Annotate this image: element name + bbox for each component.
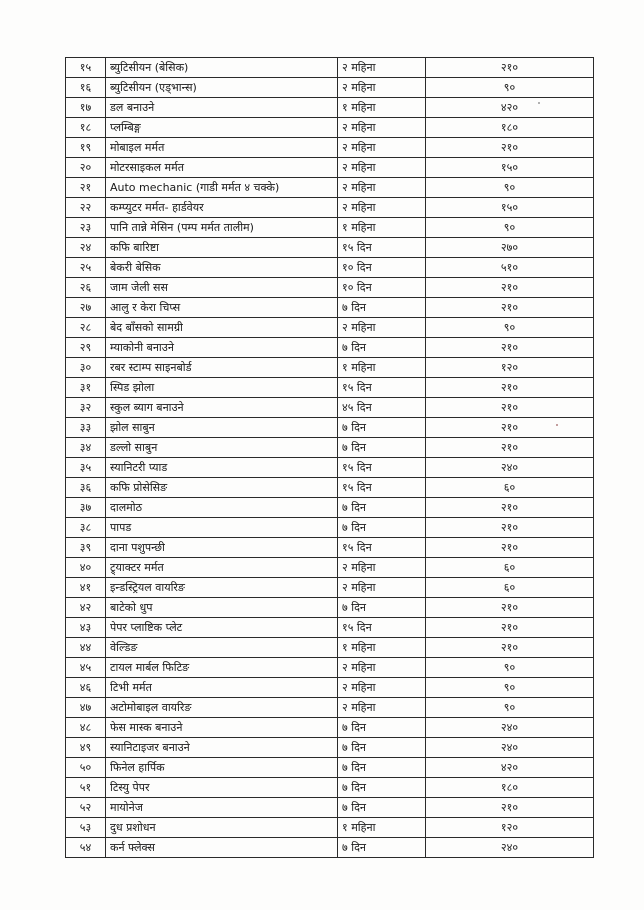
- table-row: [66, 198, 594, 218]
- duration-cell: ७ दिन: [338, 598, 426, 618]
- serial-number-cell: १६: [66, 78, 106, 98]
- course-name-cell: बेद बाँसको सामग्री: [106, 318, 338, 338]
- serial-number-cell: १५: [66, 58, 106, 78]
- table-row: [66, 818, 594, 838]
- duration-cell: २ महिना: [338, 158, 426, 178]
- course-name-cell: पानि तान्ने मेसिन (पम्प मर्मत तालीम): [106, 218, 338, 238]
- serial-number-cell: २१: [66, 178, 106, 198]
- participant-count-cell: २१०: [426, 518, 594, 538]
- serial-number-cell: २३: [66, 218, 106, 238]
- duration-cell: ७ दिन: [338, 498, 426, 518]
- table-row: [66, 178, 594, 198]
- serial-number-cell: ३१: [66, 378, 106, 398]
- participant-count-cell: १२०: [426, 818, 594, 838]
- course-name-cell: प्लम्बिङ्ग: [106, 118, 338, 138]
- course-name-cell: टिभी मर्मत: [106, 678, 338, 698]
- course-name-cell: डल बनाउने: [106, 98, 338, 118]
- serial-number-cell: ३०: [66, 358, 106, 378]
- participant-count-cell: ९०: [426, 218, 594, 238]
- participant-count-cell: २४०: [426, 718, 594, 738]
- serial-number-cell: ४४: [66, 638, 106, 658]
- participant-count-cell: २४०: [426, 458, 594, 478]
- duration-cell: २ महिना: [338, 678, 426, 698]
- participant-count-cell: २७०: [426, 238, 594, 258]
- participant-count-cell: ४२०: [426, 98, 594, 118]
- table-row: [66, 218, 594, 238]
- course-name-cell: टिस्यु पेपर: [106, 778, 338, 798]
- training-course-table: [65, 57, 594, 858]
- table-row: [66, 158, 594, 178]
- course-name-cell: जाम जेली सस: [106, 278, 338, 298]
- table-row: [66, 318, 594, 338]
- serial-number-cell: ३३: [66, 418, 106, 438]
- table-row: [66, 478, 594, 498]
- participant-count-cell: २१०: [426, 378, 594, 398]
- serial-number-cell: २७: [66, 298, 106, 318]
- duration-cell: ७ दिन: [338, 418, 426, 438]
- table-row: [66, 538, 594, 558]
- serial-number-cell: ३२: [66, 398, 106, 418]
- table-row: [66, 118, 594, 138]
- duration-cell: ७ दिन: [338, 518, 426, 538]
- serial-number-cell: ४३: [66, 618, 106, 638]
- duration-cell: २ महिना: [338, 698, 426, 718]
- table-row: [66, 578, 594, 598]
- course-name-cell: स्कुल ब्याग बनाउने: [106, 398, 338, 418]
- course-name-cell: अटोमोबाइल वायरिङ: [106, 698, 338, 718]
- duration-cell: २ महिना: [338, 118, 426, 138]
- serial-number-cell: ३८: [66, 518, 106, 538]
- serial-number-cell: १८: [66, 118, 106, 138]
- serial-number-cell: २९: [66, 338, 106, 358]
- course-name-cell: डल्लो साबुन: [106, 438, 338, 458]
- table-row: [66, 298, 594, 318]
- duration-cell: ७ दिन: [338, 438, 426, 458]
- participant-count-cell: १५०: [426, 158, 594, 178]
- course-name-cell: फेस मास्क बनाउने: [106, 718, 338, 738]
- table-row: [66, 458, 594, 478]
- course-name-cell: बेकरी बेसिक: [106, 258, 338, 278]
- participant-count-cell: २१०: [426, 398, 594, 418]
- table-row: [66, 618, 594, 638]
- duration-cell: ७ दिन: [338, 778, 426, 798]
- duration-cell: १५ दिन: [338, 378, 426, 398]
- course-name-cell: इन्डस्ट्रियल वायरिङ: [106, 578, 338, 598]
- course-name-cell: ट्र्याक्टर मर्मत: [106, 558, 338, 578]
- serial-number-cell: २४: [66, 238, 106, 258]
- serial-number-cell: २५: [66, 258, 106, 278]
- course-name-cell: आलु र केरा चिप्स: [106, 298, 338, 318]
- participant-count-cell: २१०: [426, 598, 594, 618]
- table-row: [66, 658, 594, 678]
- course-name-cell: बाटेको धुप: [106, 598, 338, 618]
- duration-cell: २ महिना: [338, 558, 426, 578]
- participant-count-cell: ९०: [426, 698, 594, 718]
- table-row: [66, 758, 594, 778]
- serial-number-cell: २२: [66, 198, 106, 218]
- course-name-cell: कम्प्युटर मर्मत- हार्डवेयर: [106, 198, 338, 218]
- course-name-cell: फिनेल हार्पिक: [106, 758, 338, 778]
- course-name-cell: दालमोठ: [106, 498, 338, 518]
- table-row: [66, 718, 594, 738]
- participant-count-cell: २१०: [426, 58, 594, 78]
- serial-number-cell: ५४: [66, 838, 106, 858]
- participant-count-cell: २१०: [426, 798, 594, 818]
- course-name-cell: ब्युटिसीयन (बेसिक): [106, 58, 338, 78]
- participant-count-cell: २१०: [426, 338, 594, 358]
- duration-cell: १० दिन: [338, 258, 426, 278]
- serial-number-cell: १९: [66, 138, 106, 158]
- participant-count-cell: ९०: [426, 318, 594, 338]
- duration-cell: १५ दिन: [338, 618, 426, 638]
- participant-count-cell: २१०: [426, 298, 594, 318]
- serial-number-cell: २०: [66, 158, 106, 178]
- participant-count-cell: ९०: [426, 658, 594, 678]
- duration-cell: ७ दिन: [338, 798, 426, 818]
- table-row: [66, 438, 594, 458]
- serial-number-cell: ५३: [66, 818, 106, 838]
- duration-cell: १५ दिन: [338, 538, 426, 558]
- participant-count-cell: २१०: [426, 538, 594, 558]
- participant-count-cell: ९०: [426, 678, 594, 698]
- course-name-cell: रबर स्टाम्प साइनबोर्ड: [106, 358, 338, 378]
- serial-number-cell: ३७: [66, 498, 106, 518]
- participant-count-cell: १८०: [426, 118, 594, 138]
- duration-cell: १० दिन: [338, 278, 426, 298]
- duration-cell: ७ दिन: [338, 298, 426, 318]
- serial-number-cell: २६: [66, 278, 106, 298]
- serial-number-cell: ४६: [66, 678, 106, 698]
- serial-number-cell: ४२: [66, 598, 106, 618]
- course-name-cell: कर्न फ्लेक्स: [106, 838, 338, 858]
- serial-number-cell: ३५: [66, 458, 106, 478]
- scan-speck: [538, 102, 540, 104]
- participant-count-cell: ६०: [426, 578, 594, 598]
- course-name-cell: मोटरसाइकल मर्मत: [106, 158, 338, 178]
- serial-number-cell: ३६: [66, 478, 106, 498]
- duration-cell: २ महिना: [338, 78, 426, 98]
- participant-count-cell: २१०: [426, 418, 594, 438]
- course-name-cell: Auto mechanic (गाडी मर्मत ४ चक्के): [106, 178, 338, 198]
- participant-count-cell: ९०: [426, 78, 594, 98]
- participant-count-cell: १२०: [426, 358, 594, 378]
- course-name-cell: पापड: [106, 518, 338, 538]
- course-name-cell: मोबाइल मर्मत: [106, 138, 338, 158]
- duration-cell: २ महिना: [338, 578, 426, 598]
- serial-number-cell: ३९: [66, 538, 106, 558]
- table-row: [66, 238, 594, 258]
- table-row: [66, 598, 594, 618]
- course-name-cell: मायोनेज: [106, 798, 338, 818]
- participant-count-cell: ६०: [426, 478, 594, 498]
- course-name-cell: स्यानिटाइजर बनाउने: [106, 738, 338, 758]
- course-name-cell: स्यानिटरी प्याड: [106, 458, 338, 478]
- table-row: [66, 58, 594, 78]
- table-row: [66, 278, 594, 298]
- table-row: [66, 798, 594, 818]
- table-row: [66, 558, 594, 578]
- participant-count-cell: १८०: [426, 778, 594, 798]
- duration-cell: ७ दिन: [338, 738, 426, 758]
- duration-cell: १ महिना: [338, 218, 426, 238]
- participant-count-cell: २१०: [426, 498, 594, 518]
- table-row: [66, 778, 594, 798]
- table-body: [66, 58, 594, 858]
- duration-cell: ७ दिन: [338, 758, 426, 778]
- table-row: [66, 418, 594, 438]
- table-row: [66, 78, 594, 98]
- participant-count-cell: २४०: [426, 738, 594, 758]
- course-name-cell: झोल साबुन: [106, 418, 338, 438]
- participant-count-cell: २४०: [426, 838, 594, 858]
- participant-count-cell: १५०: [426, 198, 594, 218]
- participant-count-cell: २१०: [426, 278, 594, 298]
- duration-cell: २ महिना: [338, 58, 426, 78]
- duration-cell: २ महिना: [338, 318, 426, 338]
- course-name-cell: ब्युटिसीयन (एड्भान्स): [106, 78, 338, 98]
- participant-count-cell: २१०: [426, 618, 594, 638]
- participant-count-cell: ६०: [426, 558, 594, 578]
- table-row: [66, 98, 594, 118]
- participant-count-cell: ५१०: [426, 258, 594, 278]
- course-name-cell: दुध प्रशोधन: [106, 818, 338, 838]
- course-name-cell: कफि बारिष्टा: [106, 238, 338, 258]
- duration-cell: ७ दिन: [338, 718, 426, 738]
- course-name-cell: वेल्डिङ: [106, 638, 338, 658]
- duration-cell: १ महिना: [338, 98, 426, 118]
- table-row: [66, 398, 594, 418]
- serial-number-cell: ४७: [66, 698, 106, 718]
- course-name-cell: पेपर प्लाष्टिक प्लेट: [106, 618, 338, 638]
- table-row: [66, 698, 594, 718]
- duration-cell: १५ दिन: [338, 458, 426, 478]
- scan-speck: [556, 424, 558, 426]
- duration-cell: २ महिना: [338, 178, 426, 198]
- serial-number-cell: ५२: [66, 798, 106, 818]
- duration-cell: ४५ दिन: [338, 398, 426, 418]
- serial-number-cell: ५१: [66, 778, 106, 798]
- course-name-cell: स्पिड झोला: [106, 378, 338, 398]
- table-row: [66, 358, 594, 378]
- table-row: [66, 498, 594, 518]
- course-name-cell: म्याकोनी बनाउने: [106, 338, 338, 358]
- table-row: [66, 738, 594, 758]
- course-name-cell: दाना पशुपन्छी: [106, 538, 338, 558]
- table-row: [66, 378, 594, 398]
- duration-cell: २ महिना: [338, 198, 426, 218]
- table-row: [66, 138, 594, 158]
- table-row: [66, 638, 594, 658]
- serial-number-cell: ४५: [66, 658, 106, 678]
- table-row: [66, 838, 594, 858]
- table-row: [66, 518, 594, 538]
- duration-cell: १ महिना: [338, 358, 426, 378]
- participant-count-cell: २१०: [426, 638, 594, 658]
- duration-cell: १ महिना: [338, 818, 426, 838]
- duration-cell: २ महिना: [338, 138, 426, 158]
- course-name-cell: टायल मार्बल फिटिङ: [106, 658, 338, 678]
- duration-cell: १ महिना: [338, 638, 426, 658]
- participant-count-cell: ४२०: [426, 758, 594, 778]
- duration-cell: ७ दिन: [338, 838, 426, 858]
- duration-cell: २ महिना: [338, 658, 426, 678]
- serial-number-cell: ४१: [66, 578, 106, 598]
- duration-cell: ७ दिन: [338, 338, 426, 358]
- serial-number-cell: ४०: [66, 558, 106, 578]
- serial-number-cell: २८: [66, 318, 106, 338]
- serial-number-cell: ५०: [66, 758, 106, 778]
- participant-count-cell: २१०: [426, 138, 594, 158]
- serial-number-cell: १७: [66, 98, 106, 118]
- table-row: [66, 258, 594, 278]
- serial-number-cell: ४९: [66, 738, 106, 758]
- duration-cell: १५ दिन: [338, 478, 426, 498]
- participant-count-cell: २१०: [426, 438, 594, 458]
- participant-count-cell: ९०: [426, 178, 594, 198]
- course-name-cell: कफि प्रोसेसिङ: [106, 478, 338, 498]
- serial-number-cell: ३४: [66, 438, 106, 458]
- table-row: [66, 338, 594, 358]
- table-row: [66, 678, 594, 698]
- duration-cell: १५ दिन: [338, 238, 426, 258]
- serial-number-cell: ४८: [66, 718, 106, 738]
